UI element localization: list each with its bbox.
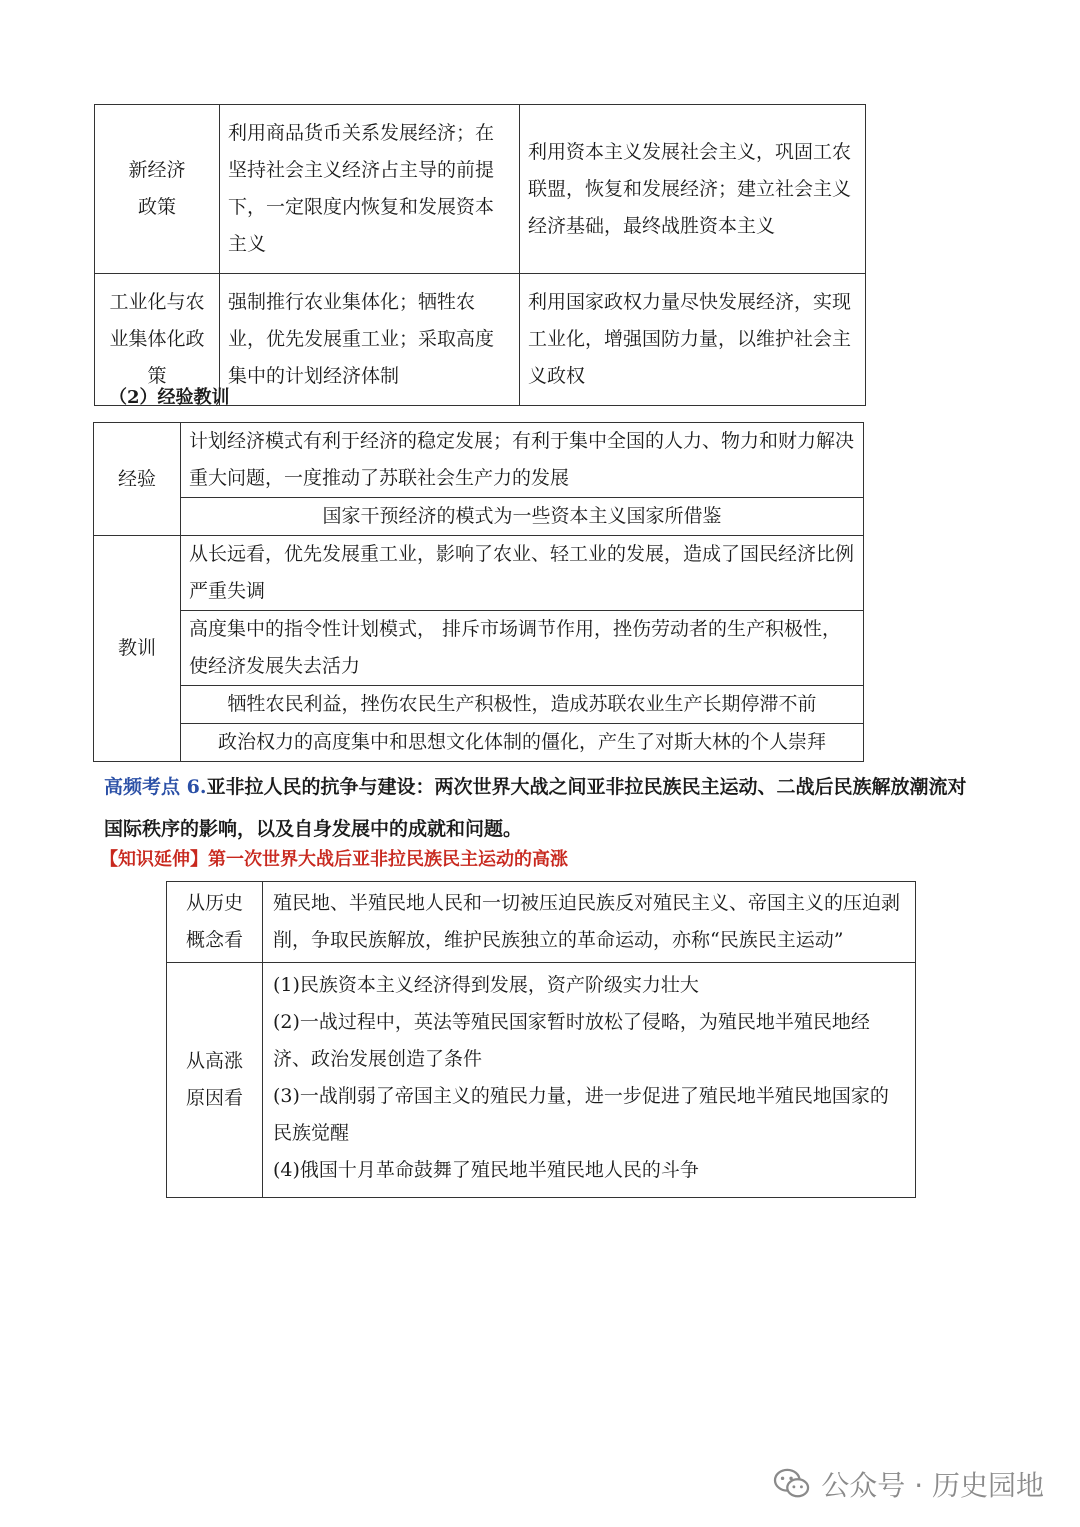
table-row [167,882,916,963]
lesson-item: 高度集中的指令性计划模式， 排斥市场调节作用，挫伤劳动者的生产积极性，使经济发展失去活力 [181,611,864,686]
table-row [94,536,864,611]
experience-item: 国家干预经济的模式为一些资本主义国家所借鉴 [181,498,864,536]
experience-label: 经验 [94,423,181,536]
extension-heading: 【知识延伸】第一次世界大战后亚非拉民族民主运动的高涨 [100,849,568,870]
reasons-label: 从高涨 原因看 [167,963,263,1198]
row-label: 工业化与农业集体化政策 [95,274,220,406]
policy-purpose: 利用国家政权力量尽快发展经济，实现工业化，增强国防力量，以维护社会主义政权 [520,274,866,406]
wechat-icon [773,1467,811,1501]
reason-item: (2)一战过程中，英法等殖民国家暂时放松了侵略，为殖民地半殖民地经济、政治发展创造了条件 [273,1011,870,1070]
row-label: 新经济 政策 [95,105,220,274]
watermark [773,1464,1044,1504]
experience-item: 计划经济模式有利于经济的稳定发展；有利于集中全国的人力、物力和财力解决重大问题，一度推动了苏联社会生产力的发展 [181,423,864,498]
table-row [94,611,864,686]
concept-text: 殖民地、半殖民地人民和一切被压迫民族反对殖民主义、帝国主义的压迫剥削，争取民族解放，维护民族独立的革命运动，亦称“民族民主运动” [263,882,916,963]
lesson-item: 政治权力的高度集中和思想文化体制的僵化，产生了对斯大林的个人崇拜 [181,724,864,762]
table-row [95,105,866,274]
section-heading: （2）经验教训 [109,387,230,408]
policy-content: 强制推行农业集体化；牺牲农业，优先发展重工业；采取高度集中的计划经济体制 [220,274,520,406]
key-point-prefix: 高频考点 6. [104,776,207,798]
table-row [94,724,864,762]
national-movement-table [166,881,916,1198]
reason-item: (1)民族资本主义经济得到发展，资产阶级实力壮大 [273,974,699,996]
policy-table [94,104,866,406]
reasons-cell [263,963,916,1198]
key-point [104,766,984,850]
key-point-text: 亚非拉人民的抗争与建设：两次世界大战之间亚非拉民族民主运动、二战后民族解放潮流对国际秩序的影响，以及自身发展中的成就和问题。 [104,776,967,840]
lesson-item: 牺牲农民利益，挫伤农民生产积极性，造成苏联农业生产长期停滞不前 [181,686,864,724]
lesson-item: 从长远看，优先发展重工业，影响了农业、轻工业的发展，造成了国民经济比例严重失调 [181,536,864,611]
table-row [94,423,864,498]
policy-content: 利用商品货币关系发展经济；在坚持社会主义经济占主导的前提下，一定限度内恢复和发展资本主义 [220,105,520,274]
experience-lessons-table [93,422,864,762]
table-row [167,963,916,1198]
reason-item: (4)俄国十月革命鼓舞了殖民地半殖民地人民的斗争 [273,1159,699,1181]
table-row [94,686,864,724]
table-row [94,498,864,536]
lesson-label: 教训 [94,536,181,762]
reason-item: (3)一战削弱了帝国主义的殖民力量，进一步促进了殖民地半殖民地国家的民族觉醒 [273,1085,889,1144]
concept-label: 从历史 概念看 [167,882,263,963]
watermark-text: 公众号 · 历史园地 [821,1469,1044,1502]
policy-purpose: 利用资本主义发展社会主义，巩固工农联盟，恢复和发展经济；建立社会主义经济基础，最终战胜资本主义 [520,105,866,274]
